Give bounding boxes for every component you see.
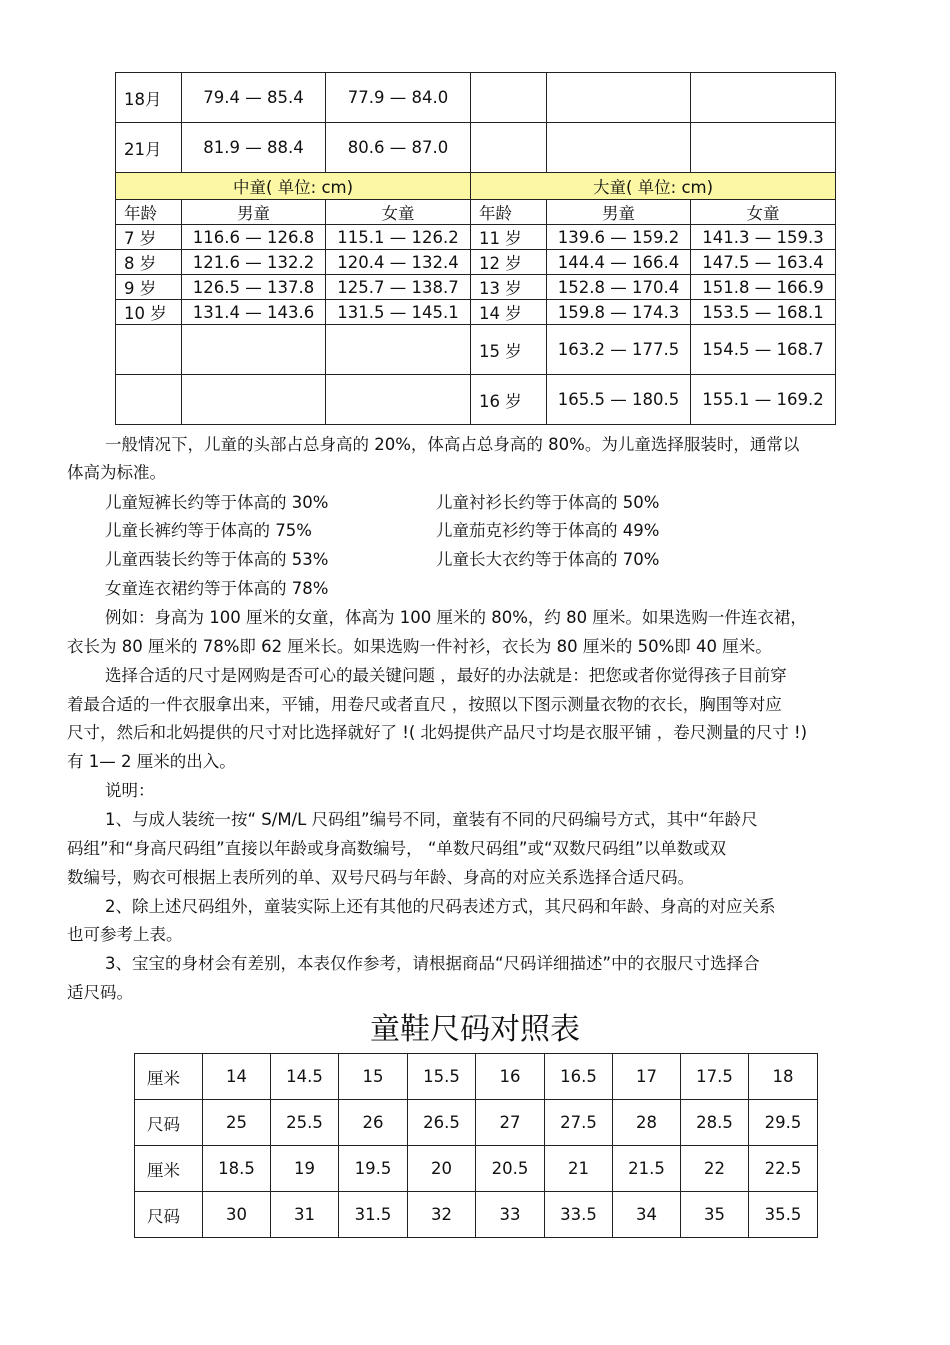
note-line: 也可参考上表。 — [67, 925, 183, 944]
ratio-item: 儿童短裤长约等于体高的 30% — [105, 493, 329, 512]
table-row — [116, 250, 836, 275]
boy-cell: 126.5 — 137.8 — [182, 275, 326, 300]
boy-header: 男童 — [182, 200, 326, 225]
age-header: 年龄 — [471, 200, 547, 225]
ratio-item: 儿童衬衫长约等于体高的 50% — [436, 493, 660, 512]
note-line: 码组”和“身高尺码组”直接以年龄或身高数编号， “单数尺码组”或“双数尺码组”以单数或双 — [67, 839, 727, 858]
shoe-cell: 14 — [203, 1054, 271, 1100]
shoe-size-table — [134, 1053, 818, 1238]
shoe-cell: 21 — [545, 1146, 613, 1192]
shoe-cell: 19.5 — [339, 1146, 408, 1192]
boy-cell: 165.5 — 180.5 — [547, 375, 691, 425]
shoe-cell: 20 — [408, 1146, 476, 1192]
girl-cell: 141.3 — 159.3 — [691, 225, 836, 250]
girl-cell: 147.5 — 163.4 — [691, 250, 836, 275]
mid-section-title: 中童( 单位: cm) — [116, 173, 471, 200]
shoe-cell: 27 — [476, 1100, 545, 1146]
girl-cell: 131.5 — 145.1 — [326, 300, 471, 325]
shoe-cell: 32 — [408, 1192, 476, 1238]
empty-cell — [182, 375, 326, 425]
shoe-cell: 15 — [339, 1054, 408, 1100]
table-row — [116, 123, 836, 173]
paragraph-line: 选择合适的尺寸是网购是否可心的最关键问题 ，最好的办法就是：把您或者你觉得孩子目前穿 — [105, 666, 787, 685]
shoe-cell: 29.5 — [749, 1100, 818, 1146]
shoe-cell: 18 — [749, 1054, 818, 1100]
shoe-cell: 26.5 — [408, 1100, 476, 1146]
shoe-cell: 16.5 — [545, 1054, 613, 1100]
girl-header: 女童 — [326, 200, 471, 225]
paragraph-line: 有 1— 2 厘米的出入。 — [67, 752, 236, 771]
paragraph-line: 着最合适的一件衣服拿出来，平铺，用卷尺或者直尺 ，按照以下图示测量衣物的衣长，胸围等对应 — [67, 695, 782, 714]
age-cell: 16 岁 — [471, 375, 547, 425]
empty-cell — [547, 73, 691, 123]
shoe-cell: 25.5 — [271, 1100, 339, 1146]
age-cell: 21月 — [116, 123, 182, 173]
shoe-cell: 20.5 — [476, 1146, 545, 1192]
boy-cell: 116.6 — 126.8 — [182, 225, 326, 250]
shoe-cell: 22 — [681, 1146, 749, 1192]
paragraph-line: 衣长为 80 厘米的 78%即 62 厘米长。如果选购一件衬衫，衣长为 80 厘米的 50%即 40 厘米。 — [67, 637, 772, 656]
boy-cell: 139.6 — 159.2 — [547, 225, 691, 250]
shoe-cell: 15.5 — [408, 1054, 476, 1100]
boy-cell: 163.2 — 177.5 — [547, 325, 691, 375]
age-cell: 13 岁 — [471, 275, 547, 300]
empty-cell — [691, 123, 836, 173]
girl-cell: 80.6 — 87.0 — [326, 123, 471, 173]
table-row — [116, 300, 836, 325]
empty-cell — [326, 325, 471, 375]
notes-title: 说明： — [105, 781, 155, 800]
table-row — [116, 375, 836, 425]
ratio-item: 女童连衣裙约等于体高的 78% — [105, 579, 329, 598]
girl-cell: 153.5 — 168.1 — [691, 300, 836, 325]
shoe-cell: 31.5 — [339, 1192, 408, 1238]
shoe-cell: 25 — [203, 1100, 271, 1146]
ratio-item: 儿童长裤约等于体高的 75% — [105, 521, 312, 540]
age-cell: 14 岁 — [471, 300, 547, 325]
empty-cell — [182, 325, 326, 375]
shoe-cell: 35 — [681, 1192, 749, 1238]
row-label: 厘米 — [135, 1146, 203, 1192]
shoe-cell: 31 — [271, 1192, 339, 1238]
table-row — [135, 1100, 818, 1146]
age-cell: 10 岁 — [116, 300, 182, 325]
table-row — [135, 1146, 818, 1192]
shoe-cell: 26 — [339, 1100, 408, 1146]
row-label: 尺码 — [135, 1192, 203, 1238]
shoe-cell: 28 — [613, 1100, 681, 1146]
note-line: 数编号，购衣可根据上表所列的单、双号尺码与年龄、身高的对应关系选择合适尺码。 — [67, 868, 694, 887]
ratio-item: 儿童茄克衫约等于体高的 49% — [436, 521, 660, 540]
empty-cell — [116, 375, 182, 425]
paragraph-line: 一般情况下，儿童的头部占总身高的 20%，体高占总身高的 80%。为儿童选择服装时，通常以 — [105, 435, 800, 454]
boy-header: 男童 — [547, 200, 691, 225]
boy-cell: 144.4 — 166.4 — [547, 250, 691, 275]
girl-cell: 154.5 — 168.7 — [691, 325, 836, 375]
age-cell: 15 岁 — [471, 325, 547, 375]
girl-header: 女童 — [691, 200, 836, 225]
boy-cell: 81.9 — 88.4 — [182, 123, 326, 173]
empty-cell — [116, 325, 182, 375]
table-row — [135, 1192, 818, 1238]
shoe-cell: 34 — [613, 1192, 681, 1238]
paragraph-line: 尺寸，然后和北妈提供的尺寸对比选择就好了 !( 北妈提供产品尺寸均是衣服平铺 ，卷尺测量的尺寸 !) — [67, 723, 808, 742]
paragraph-line: 体高为标准。 — [67, 463, 166, 482]
age-cell: 9 岁 — [116, 275, 182, 300]
shoe-cell: 21.5 — [613, 1146, 681, 1192]
ratio-item: 儿童长大衣约等于体高的 70% — [436, 550, 660, 569]
table-row — [116, 325, 836, 375]
ratio-item: 儿童西装长约等于体高的 53% — [105, 550, 329, 569]
empty-cell — [471, 73, 547, 123]
boy-cell: 121.6 — 132.2 — [182, 250, 326, 275]
shoe-cell: 33.5 — [545, 1192, 613, 1238]
shoe-cell: 35.5 — [749, 1192, 818, 1238]
note-line: 2、除上述尺码组外，童装实际上还有其他的尺码表述方式，其尺码和年龄、身高的对应关系 — [105, 897, 776, 916]
age-cell: 18月 — [116, 73, 182, 123]
girl-cell: 115.1 — 126.2 — [326, 225, 471, 250]
boy-cell: 152.8 — 170.4 — [547, 275, 691, 300]
column-header-row — [116, 200, 836, 225]
empty-cell — [471, 123, 547, 173]
big-section-title: 大童( 单位: cm) — [471, 173, 836, 200]
boy-cell: 131.4 — 143.6 — [182, 300, 326, 325]
shoe-cell: 33 — [476, 1192, 545, 1238]
table-row — [116, 275, 836, 300]
girl-cell: 77.9 — 84.0 — [326, 73, 471, 123]
paragraph-line: 例如：身高为 100 厘米的女童，体高为 100 厘米的 80%，约 80 厘米。如果选购一件连衣裙， — [105, 608, 807, 627]
row-label: 厘米 — [135, 1054, 203, 1100]
age-cell: 7 岁 — [116, 225, 182, 250]
empty-cell — [326, 375, 471, 425]
shoe-cell: 22.5 — [749, 1146, 818, 1192]
size-table — [115, 72, 836, 425]
row-label: 尺码 — [135, 1100, 203, 1146]
shoe-cell: 19 — [271, 1146, 339, 1192]
age-cell: 12 岁 — [471, 250, 547, 275]
table-row — [116, 225, 836, 250]
shoe-table-title: 童鞋尺码对照表 — [370, 1012, 580, 1047]
age-cell: 11 岁 — [471, 225, 547, 250]
shoe-cell: 18.5 — [203, 1146, 271, 1192]
table-row — [135, 1054, 818, 1100]
note-line: 3、宝宝的身材会有差别，本表仅作参考，请根据商品“尺码详细描述”中的衣服尺寸选择合 — [105, 954, 760, 973]
shoe-cell: 14.5 — [271, 1054, 339, 1100]
note-line: 1、与成人装统一按“ S/M/L 尺码组”编号不同，童装有不同的尺码编号方式，其中“年龄尺 — [105, 810, 758, 829]
shoe-cell: 27.5 — [545, 1100, 613, 1146]
age-cell: 8 岁 — [116, 250, 182, 275]
age-header: 年龄 — [116, 200, 182, 225]
shoe-cell: 17.5 — [681, 1054, 749, 1100]
empty-cell — [691, 73, 836, 123]
shoe-cell: 28.5 — [681, 1100, 749, 1146]
boy-cell: 79.4 — 85.4 — [182, 73, 326, 123]
girl-cell: 120.4 — 132.4 — [326, 250, 471, 275]
note-line: 适尺码。 — [67, 983, 133, 1002]
shoe-cell: 30 — [203, 1192, 271, 1238]
girl-cell: 155.1 — 169.2 — [691, 375, 836, 425]
shoe-cell: 17 — [613, 1054, 681, 1100]
girl-cell: 125.7 — 138.7 — [326, 275, 471, 300]
girl-cell: 151.8 — 166.9 — [691, 275, 836, 300]
table-row — [116, 73, 836, 123]
shoe-cell: 16 — [476, 1054, 545, 1100]
section-header-row — [116, 173, 836, 200]
empty-cell — [547, 123, 691, 173]
boy-cell: 159.8 — 174.3 — [547, 300, 691, 325]
